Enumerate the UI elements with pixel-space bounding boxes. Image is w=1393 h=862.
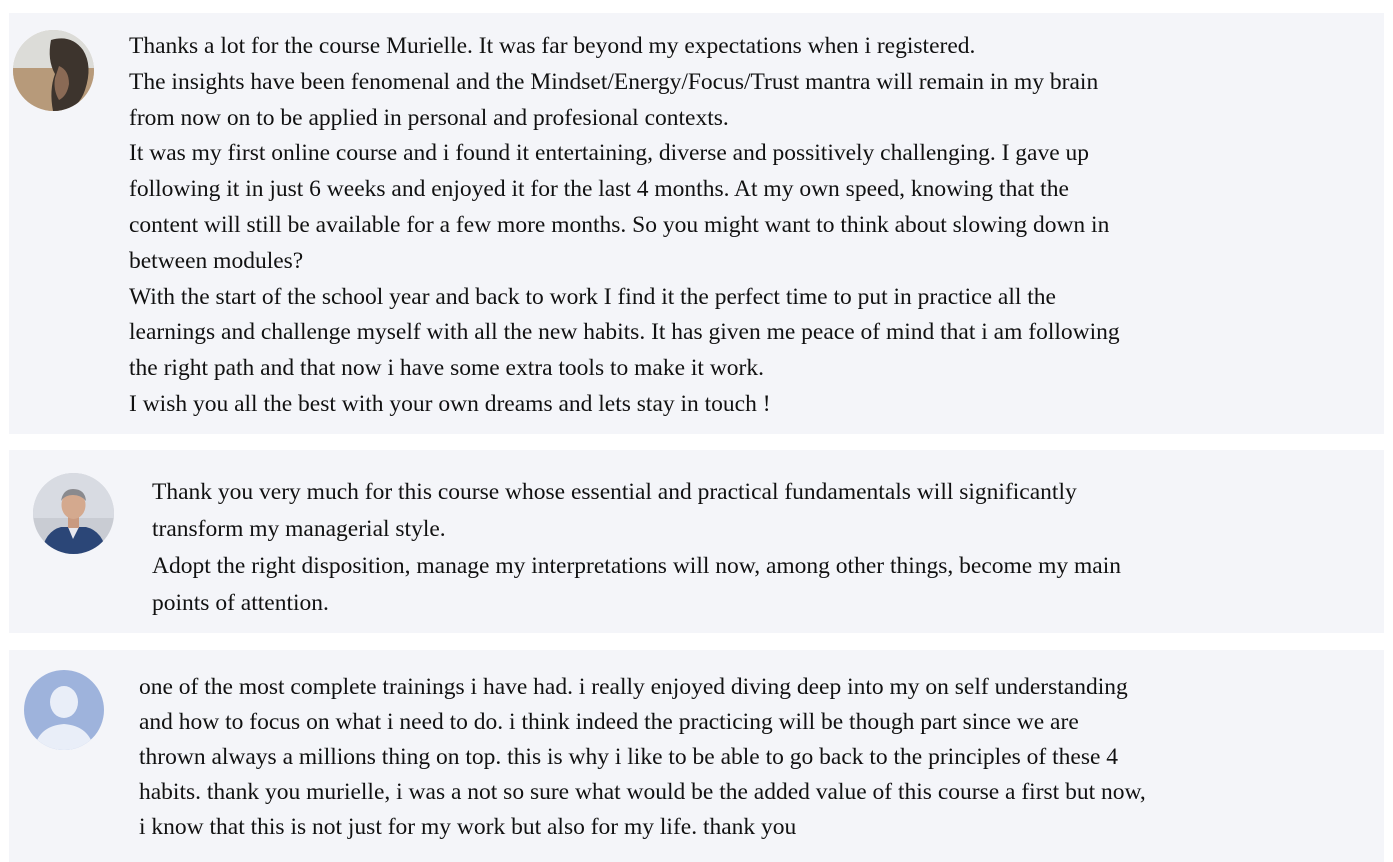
testimonial-text: [129, 29, 1120, 423]
testimonial-line: habits. thank you murielle, i was a not so sure what would be the added value of this course a first but now,: [139, 779, 1146, 805]
testimonial-text: [152, 474, 1121, 622]
testimonial-line: from now on to be applied in personal and profesional contexts.: [129, 104, 729, 131]
user-photo-icon: [33, 473, 114, 554]
testimonial-line: following it in just 6 weeks and enjoyed it for the last 4 months. At my own speed, knowing that the: [129, 176, 1069, 203]
testimonial-card: [9, 13, 1384, 434]
testimonial-line: The insights have been fenomenal and the Mindset/Energy/Focus/Trust mantra will remain in my brain: [129, 68, 1099, 95]
testimonial-line: Thanks a lot for the course Murielle. It was far beyond my expectations when i registered.: [129, 33, 976, 59]
testimonial-line: the right path and that now i have some extra tools to make it work.: [129, 355, 765, 382]
testimonial-line: Adopt the right disposition, manage my interpretations will now, among other things, become my main: [152, 553, 1121, 579]
testimonial-line: Thank you very much for this course whose essential and practical fundamentals will significantly: [152, 479, 1077, 505]
testimonial-line: one of the most complete trainings i have had. i really enjoyed diving deep into my on self understanding: [139, 674, 1128, 700]
testimonial-line: points of attention.: [152, 590, 329, 616]
default-user-icon: [24, 670, 104, 750]
user-photo-icon: [13, 30, 94, 111]
testimonial-line: between modules?: [129, 247, 304, 274]
testimonial-line: transform my managerial style.: [152, 516, 446, 542]
testimonial-line: thrown always a millions thing on top. this is why i like to be able to go back to the principles of these 4: [139, 744, 1119, 770]
testimonial-line: content will still be available for a few more months. So you might want to think about slowing down in: [129, 211, 1110, 238]
testimonial-card: [9, 650, 1384, 862]
testimonial-line: It was my first online course and i found it entertaining, diverse and possitively challenging. I gave up: [129, 140, 1090, 167]
testimonial-line: learnings and challenge myself with all the new habits. It has given me peace of mind that i am following: [129, 319, 1120, 346]
testimonial-card: [9, 450, 1384, 633]
testimonial-line: I wish you all the best with your own dreams and lets stay in touch !: [129, 390, 771, 417]
testimonial-line: and how to focus on what i need to do. i think indeed the practicing will be though part since we are: [139, 709, 1079, 735]
testimonial-line: i know that this is not just for my work but also for my life. thank you: [139, 814, 797, 840]
testimonial-line: With the start of the school year and back to work I find it the perfect time to put in practice all the: [129, 283, 1056, 310]
testimonial-text: [139, 670, 1146, 845]
